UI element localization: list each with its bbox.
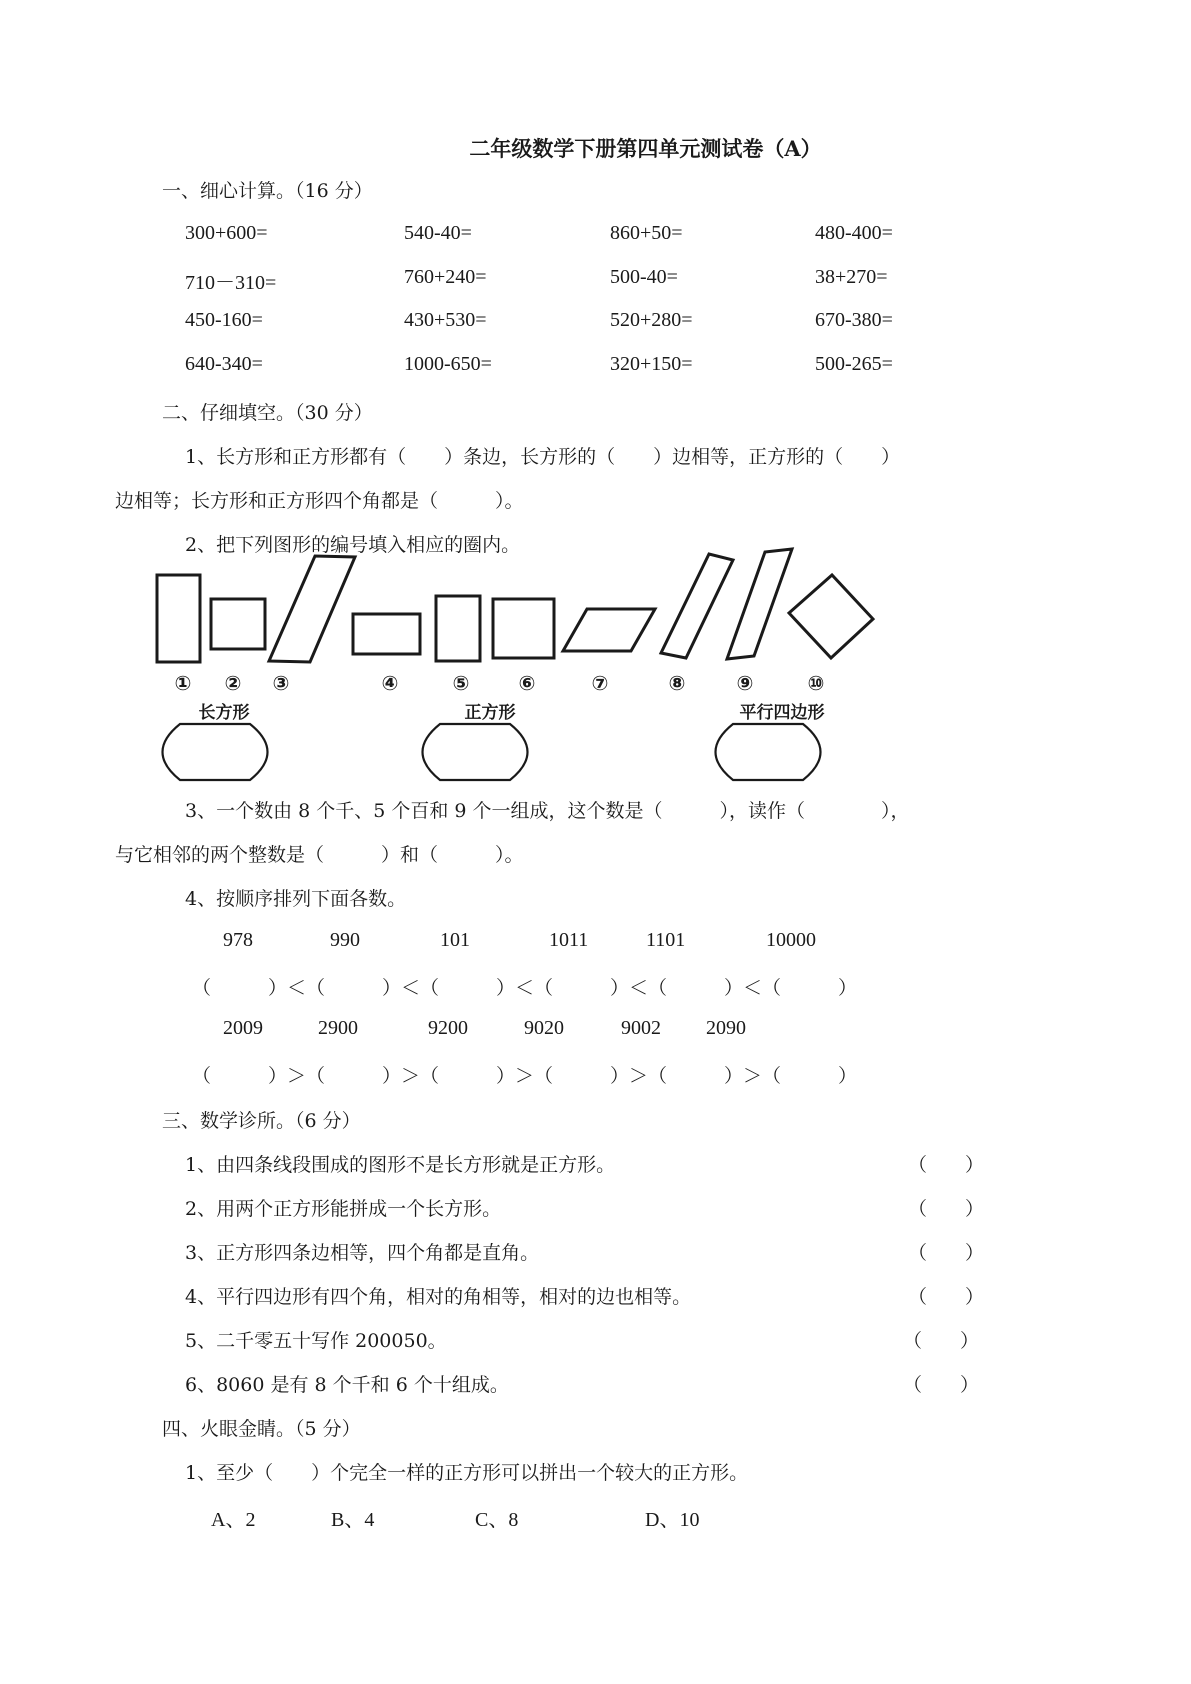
page-title: 二年级数学下册第四单元测试卷（A） <box>469 136 822 161</box>
shape-3-parallelogram <box>269 556 355 662</box>
q2-text: 2、把下列图形的编号填入相应的圈内。 <box>185 534 521 556</box>
order-number: 1101 <box>646 929 686 951</box>
calc-item: 520+280= <box>610 309 693 331</box>
category-label-square: 正方形 <box>464 703 516 723</box>
judge-item: 1、由四条线段围成的图形不是长方形就是正方形。 <box>185 1154 616 1176</box>
calc-item: 430+530= <box>404 309 487 331</box>
calc-item: 480-400= <box>815 222 893 244</box>
calc-item: 860+50= <box>610 222 683 244</box>
shape-5-rectangle <box>436 596 480 661</box>
shape-10-square <box>789 575 873 658</box>
shape-label: ② <box>224 671 242 695</box>
order-number: 9020 <box>524 1017 564 1039</box>
shape-8-parallelogram <box>661 554 733 658</box>
choice-option-d: D、10 <box>645 1509 700 1531</box>
calc-item: 760+240= <box>404 266 487 288</box>
section2-heading: 二、仔细填空。（30 分） <box>162 402 373 424</box>
section1-heading: 一、细心计算。（16 分） <box>162 180 373 202</box>
order-ascending-blanks: （ ）＜（ ）＜（ ）＜（ ）＜（ ）＜（ ） <box>192 977 858 999</box>
order-number: 101 <box>440 929 470 951</box>
calc-item: 320+150= <box>610 353 693 375</box>
shape-label: ⑧ <box>668 671 686 695</box>
q1-line2: 边相等；长方形和正方形四个角都是（ ）。 <box>115 490 524 512</box>
section4-heading: 四、火眼金睛。（5 分） <box>162 1418 361 1440</box>
judge-blank: （ ） <box>908 1198 985 1220</box>
calc-item: 300+600= <box>185 222 268 244</box>
calc-item: 450-160= <box>185 309 263 331</box>
calc-item: 38+270= <box>815 266 888 288</box>
judge-item: 4、平行四边形有四个角，相对的角相等，相对的边也相等。 <box>185 1286 692 1308</box>
shape-label: ⑤ <box>452 671 470 695</box>
q3-line2: 与它相邻的两个整数是（ ）和（ ）。 <box>115 844 524 866</box>
judge-blank: （ ） <box>908 1154 985 1176</box>
calc-item: 710－310= <box>185 272 277 294</box>
shape-7-parallelogram <box>563 609 655 651</box>
calc-item: 500-40= <box>610 266 678 288</box>
q3-line1: 3、一个数由 8 个千、5 个百和 9 个一组成，这个数是（ ），读作（ ）， <box>185 800 910 822</box>
judge-item: 3、正方形四条边相等，四个角都是直角。 <box>185 1242 540 1264</box>
calc-item: 670-380= <box>815 309 893 331</box>
shape-label: ③ <box>272 671 290 695</box>
order-number: 9002 <box>621 1017 661 1039</box>
q1-line1: 1、长方形和正方形都有（ ）条边，长方形的（ ）边相等，正方形的（ ） <box>185 446 901 468</box>
shapes-figure <box>0 0 1191 800</box>
judge-item: 2、用两个正方形能拼成一个长方形。 <box>185 1198 502 1220</box>
order-number: 2009 <box>223 1017 263 1039</box>
choice-question: 1、至少（ ）个完全一样的正方形可以拼出一个较大的正方形。 <box>185 1462 749 1484</box>
answer-oval-rectangle <box>163 724 268 780</box>
order-number: 1011 <box>549 929 589 951</box>
shape-9-parallelogram <box>727 549 792 659</box>
shape-label: ⑦ <box>591 671 609 695</box>
answer-oval-square <box>423 724 528 780</box>
choice-option-c: C、8 <box>475 1509 519 1531</box>
answer-oval-parallelogram <box>716 724 821 780</box>
shape-2-rectangle <box>211 599 265 649</box>
shape-6-square <box>493 599 554 658</box>
category-label-rectangle: 长方形 <box>198 703 250 723</box>
order-number: 2900 <box>318 1017 358 1039</box>
q4-text: 4、按顺序排列下面各数。 <box>185 888 407 910</box>
judge-item: 6、8060 是有 8 个千和 6 个十组成。 <box>185 1374 509 1396</box>
choice-option-b: B、4 <box>331 1509 375 1531</box>
calc-item: 1000-650= <box>404 353 492 375</box>
shape-label: ⑨ <box>736 671 754 695</box>
order-number: 978 <box>223 929 253 951</box>
shape-1-rectangle <box>157 575 200 662</box>
shape-label: ⑩ <box>807 671 825 695</box>
calc-item: 500-265= <box>815 353 893 375</box>
order-descending-blanks: （ ）＞（ ）＞（ ）＞（ ）＞（ ）＞（ ） <box>192 1065 858 1087</box>
section3-heading: 三、数学诊所。（6 分） <box>162 1110 361 1132</box>
calc-item: 540-40= <box>404 222 472 244</box>
order-number: 2090 <box>706 1017 746 1039</box>
judge-blank: （ ） <box>908 1286 985 1308</box>
choice-option-a: A、2 <box>211 1509 256 1531</box>
judge-blank: （ ） <box>903 1330 980 1352</box>
shape-label: ④ <box>381 671 399 695</box>
judge-item: 5、二千零五十写作 200050。 <box>185 1330 447 1352</box>
calc-item: 640-340= <box>185 353 263 375</box>
shape-label: ① <box>174 671 192 695</box>
order-number: 990 <box>330 929 360 951</box>
order-number: 10000 <box>766 929 816 951</box>
shape-4-rectangle <box>353 614 420 654</box>
category-label-parallelogram: 平行四边形 <box>739 703 825 723</box>
shape-label: ⑥ <box>518 671 536 695</box>
judge-blank: （ ） <box>908 1242 985 1264</box>
order-number: 9200 <box>428 1017 468 1039</box>
judge-blank: （ ） <box>903 1374 980 1396</box>
